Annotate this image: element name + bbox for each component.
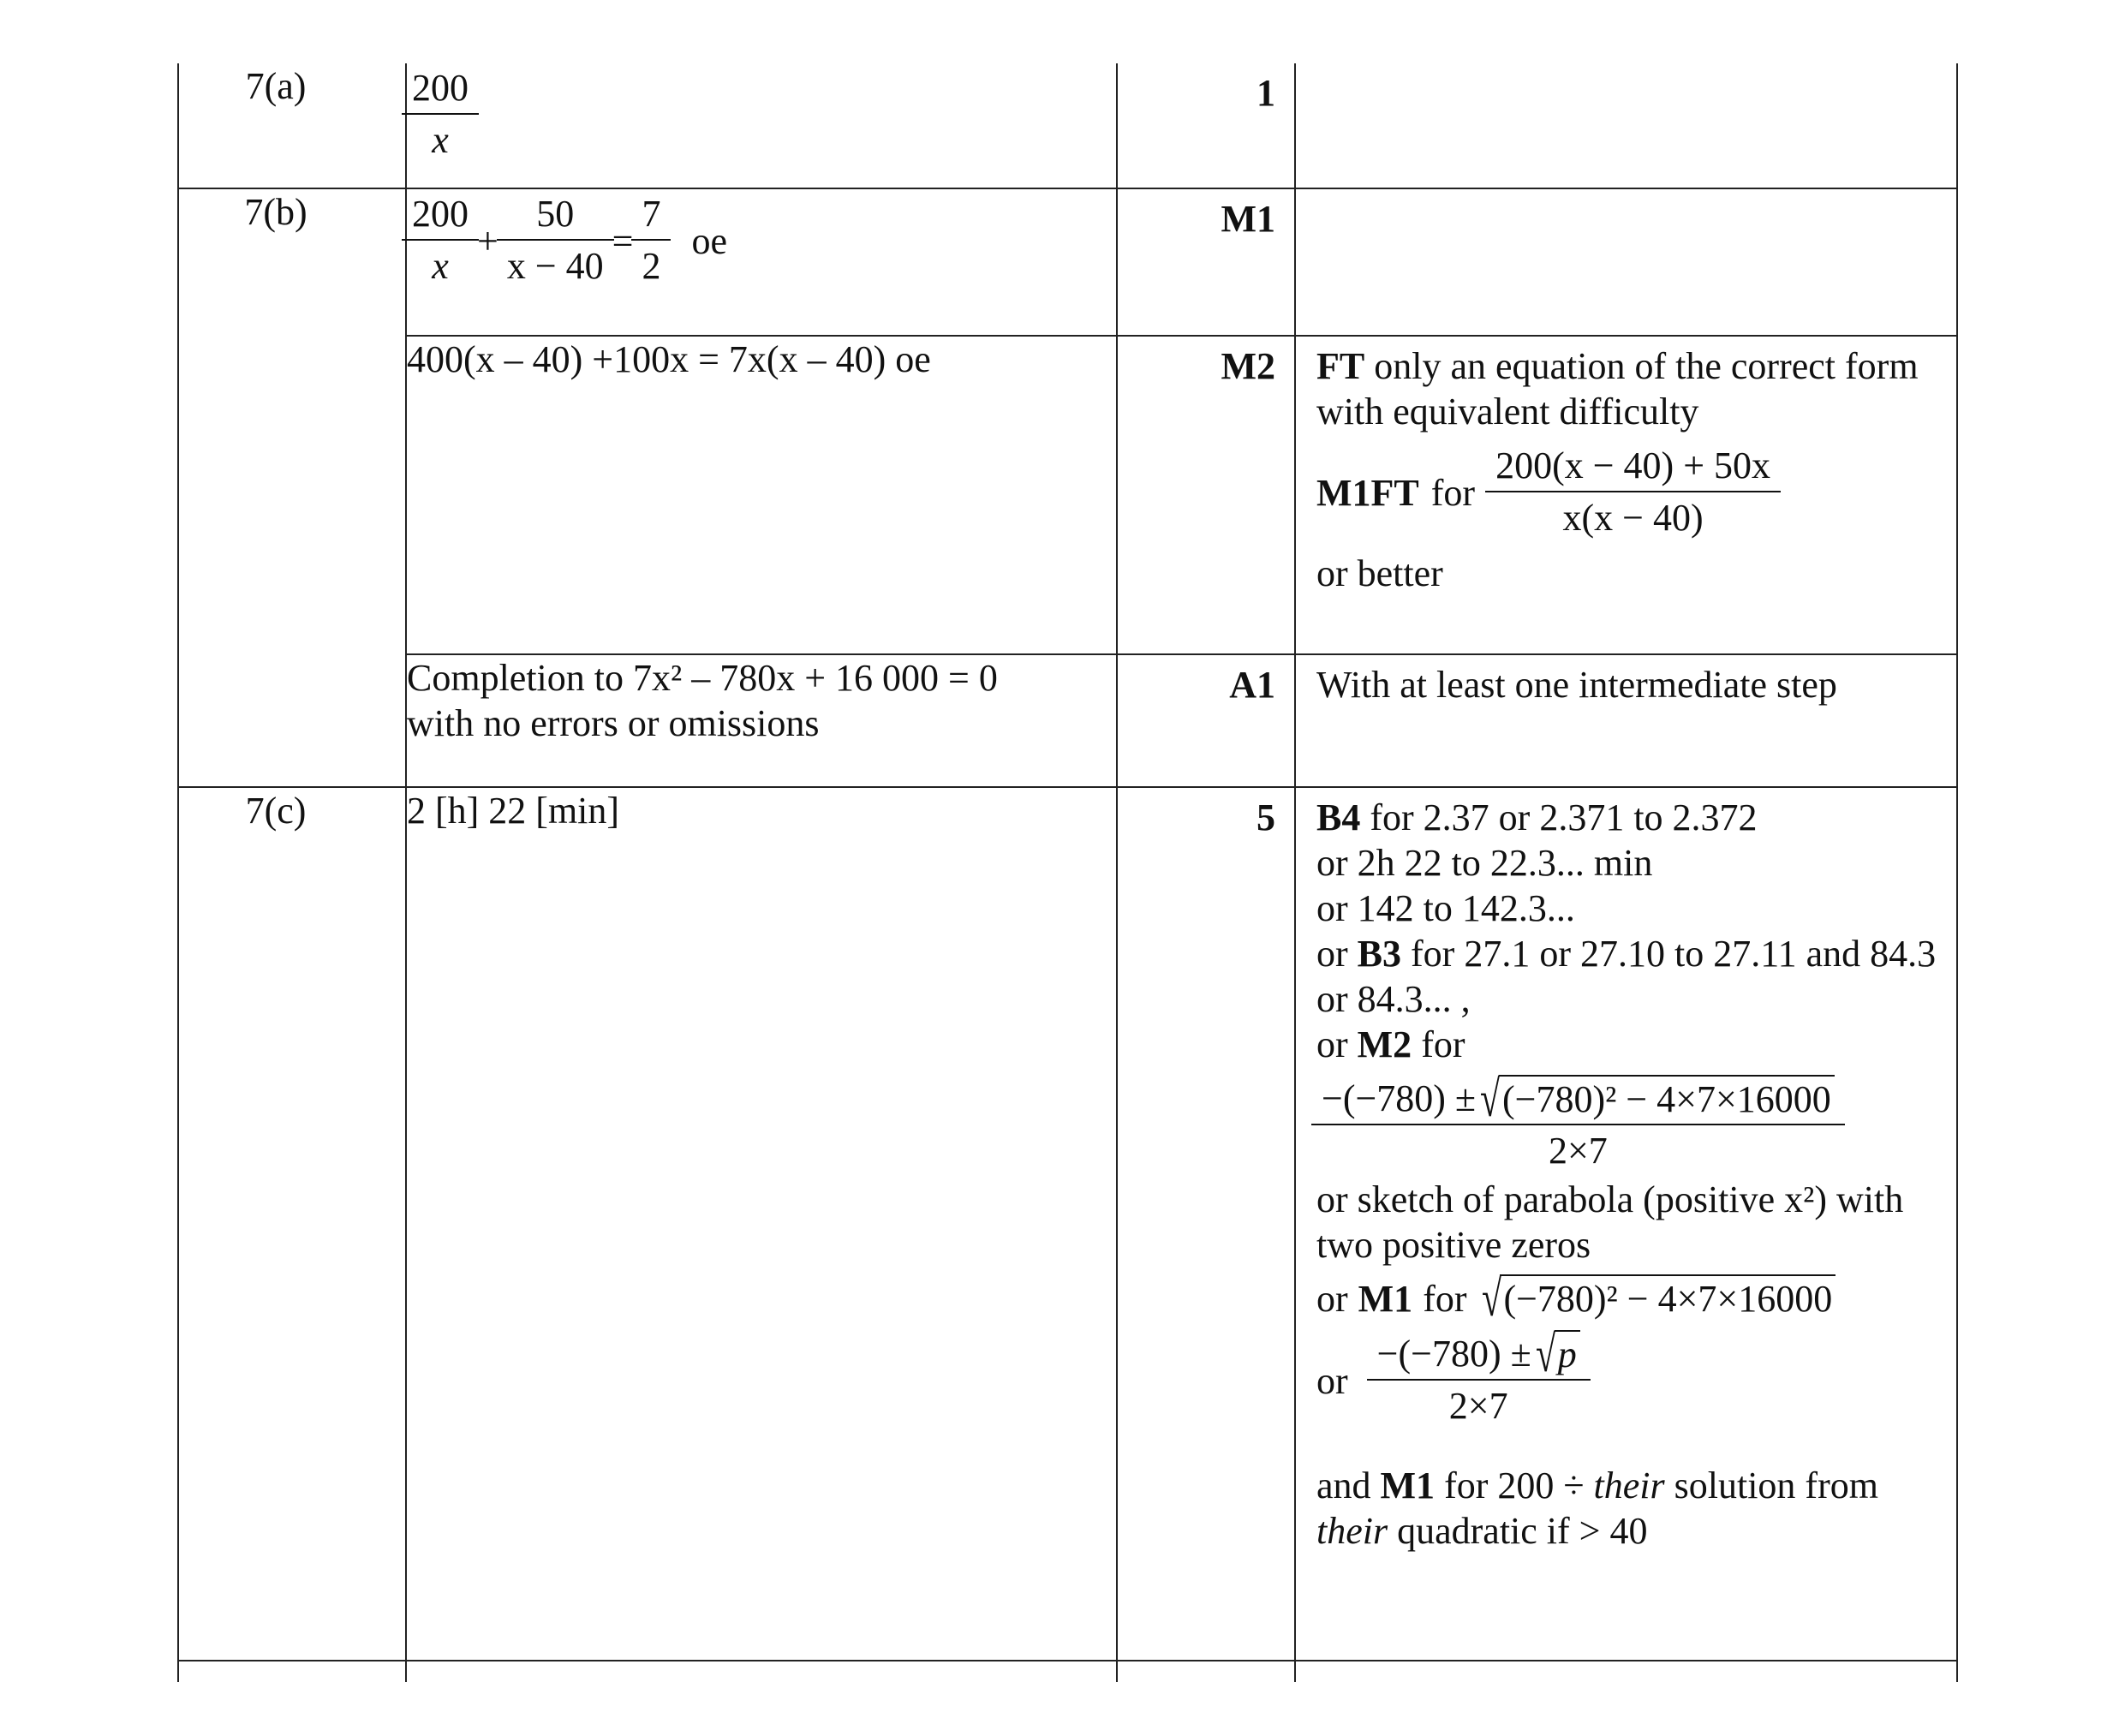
stub-cell <box>1295 1661 1957 1682</box>
final-m1-note <box>1316 1463 1943 1554</box>
fraction-denominator: x(x − 40) <box>1485 491 1781 544</box>
b4-note <box>1316 795 1943 840</box>
p-formula-note <box>1316 1326 1943 1432</box>
radical-sign-icon: √ <box>1535 1326 1555 1382</box>
row-7b-m1 <box>178 188 1957 336</box>
marks-cell <box>1117 63 1295 188</box>
numerator-prefix: −(−780) ± <box>1376 1333 1531 1375</box>
marks-cell <box>1117 787 1295 1661</box>
row-7a <box>178 63 1957 188</box>
marks-cell <box>1117 336 1295 654</box>
quadratic-formula <box>1316 1071 1943 1177</box>
square-root <box>1476 1071 1835 1127</box>
mark-value: 5 <box>1256 796 1275 838</box>
fraction-denominator: 2 <box>631 239 671 292</box>
b3-note <box>1316 931 1943 1022</box>
sketch-note: or sketch of parabola (positive x²) with two positive zeros <box>1316 1178 1904 1266</box>
answer-line-2: with no errors or omissions <box>407 702 820 744</box>
fraction-denominator: 2×7 <box>1367 1379 1591 1432</box>
fraction-denominator: x <box>402 239 479 292</box>
m1-label: M1 <box>1380 1465 1436 1506</box>
or-text: or <box>1316 1277 1348 1320</box>
or-text: or <box>1316 1023 1358 1065</box>
ft-note <box>1316 343 1943 434</box>
note-text: for 200 ÷ <box>1435 1465 1594 1506</box>
partial-marks-cell <box>1295 188 1957 336</box>
their-text: their <box>1593 1465 1665 1506</box>
answer-cell <box>406 336 1117 654</box>
question-number: 7(c) <box>245 790 307 832</box>
m1ft-label: M1FT <box>1316 471 1419 514</box>
marks-cell <box>1117 188 1295 336</box>
row-7c <box>178 787 1957 1661</box>
b4-label: B4 <box>1316 796 1361 838</box>
answer-text: 2 [h] 22 [min] <box>407 790 620 832</box>
mark-scheme-table <box>177 63 1958 1682</box>
question-number: 7(a) <box>245 65 307 107</box>
note-line: or 2h 22 to 22.3... min <box>1316 842 1653 884</box>
m2-note <box>1316 1022 1943 1067</box>
fraction <box>636 189 666 292</box>
stub-cell <box>406 1661 1117 1682</box>
fraction-denominator: 2×7 <box>1311 1124 1845 1177</box>
question-number-cell <box>178 188 406 787</box>
stub-cell <box>1117 1661 1295 1682</box>
partial-marks-cell <box>1295 787 1957 1661</box>
mark-value: A1 <box>1229 664 1275 706</box>
their-text: their <box>1316 1510 1388 1552</box>
fraction-numerator: 50 <box>536 193 575 235</box>
answer-cell <box>406 654 1117 787</box>
fraction <box>1490 441 1776 544</box>
numerator-prefix: −(−780) ± <box>1322 1077 1477 1119</box>
note-line: or 142 to 142.3... <box>1316 887 1575 929</box>
row-7b-m2 <box>178 336 1957 654</box>
radicand: (−780)² − 4×7×16000 <box>1499 1075 1835 1123</box>
mark-value: 1 <box>1256 72 1275 114</box>
square-root <box>1531 1326 1580 1382</box>
partial-marks-cell <box>1295 654 1957 787</box>
radical-sign-icon: √ <box>1481 1270 1501 1327</box>
partial-marks-cell <box>1295 336 1957 654</box>
b3-label: B3 <box>1357 933 1402 975</box>
m1ft-note <box>1316 441 1943 544</box>
row-continuation <box>178 1661 1957 1682</box>
fraction-numerator: 200 <box>412 67 469 109</box>
row-7b-a1 <box>178 654 1957 787</box>
fraction <box>1316 1071 1840 1177</box>
b4-text: for 2.37 or 2.371 to 2.372 <box>1360 796 1758 838</box>
fraction <box>502 189 609 292</box>
answer-cell <box>406 787 1117 1661</box>
answer-cell <box>406 188 1117 336</box>
fraction-numerator: 200(x − 40) + 50x <box>1495 444 1771 486</box>
or-better-text: or better <box>1316 552 1443 594</box>
square-root <box>1477 1270 1836 1327</box>
m2-label: M2 <box>1357 1023 1412 1065</box>
fraction-denominator: x − 40 <box>497 239 614 292</box>
and-text: and <box>1316 1465 1381 1506</box>
note-text: quadratic if > 40 <box>1388 1510 1648 1552</box>
for-text: for <box>1412 1023 1465 1065</box>
answer-text: 400(x – 40) +100x = 7x(x – 40) oe <box>407 338 931 380</box>
fraction-denominator: x <box>402 113 479 166</box>
stub-cell <box>178 1661 406 1682</box>
fraction-numerator <box>1372 1326 1585 1382</box>
marks-cell <box>1117 654 1295 787</box>
plus-sign: + <box>477 219 498 262</box>
question-number: 7(b) <box>244 191 307 233</box>
mark-value: M2 <box>1221 345 1275 387</box>
question-number-cell <box>178 787 406 1661</box>
radicand: p <box>1555 1330 1580 1378</box>
equals-sign: = <box>612 219 634 262</box>
note-text: solution from <box>1664 1465 1878 1506</box>
for-text: for <box>1430 471 1476 514</box>
radicand: (−780)² − 4×7×16000 <box>1500 1274 1835 1322</box>
radical-sign-icon: √ <box>1480 1071 1501 1127</box>
equation <box>407 189 1116 292</box>
fraction <box>1372 1326 1585 1432</box>
or-text: or <box>1316 933 1358 975</box>
for-text: for <box>1423 1277 1467 1320</box>
note-text: With at least one intermediate step <box>1316 664 1837 706</box>
ft-label: FT <box>1316 345 1365 387</box>
ft-text: only an equation of the correct form with equivalent difficulty <box>1316 345 1919 433</box>
fraction-numerator: 200 <box>412 193 469 235</box>
fraction-numerator <box>1316 1071 1840 1127</box>
answer-fraction <box>407 63 474 166</box>
m1-label: M1 <box>1358 1277 1413 1320</box>
fraction-numerator: 7 <box>642 193 661 235</box>
b3-text: for 27.1 or 27.10 to 27.11 and 84.3 or 84.3... , <box>1316 933 1937 1020</box>
m1-root-note <box>1316 1270 1943 1327</box>
mark-value: M1 <box>1221 198 1275 240</box>
partial-marks-cell <box>1295 63 1957 188</box>
or-text: or <box>1316 1359 1348 1402</box>
fraction <box>407 189 474 292</box>
question-number-cell <box>178 63 406 188</box>
answer-cell <box>406 63 1117 188</box>
oe-note: oe <box>691 219 728 262</box>
answer-line-1: Completion to 7x² – 780x + 16 000 = 0 <box>407 657 998 699</box>
